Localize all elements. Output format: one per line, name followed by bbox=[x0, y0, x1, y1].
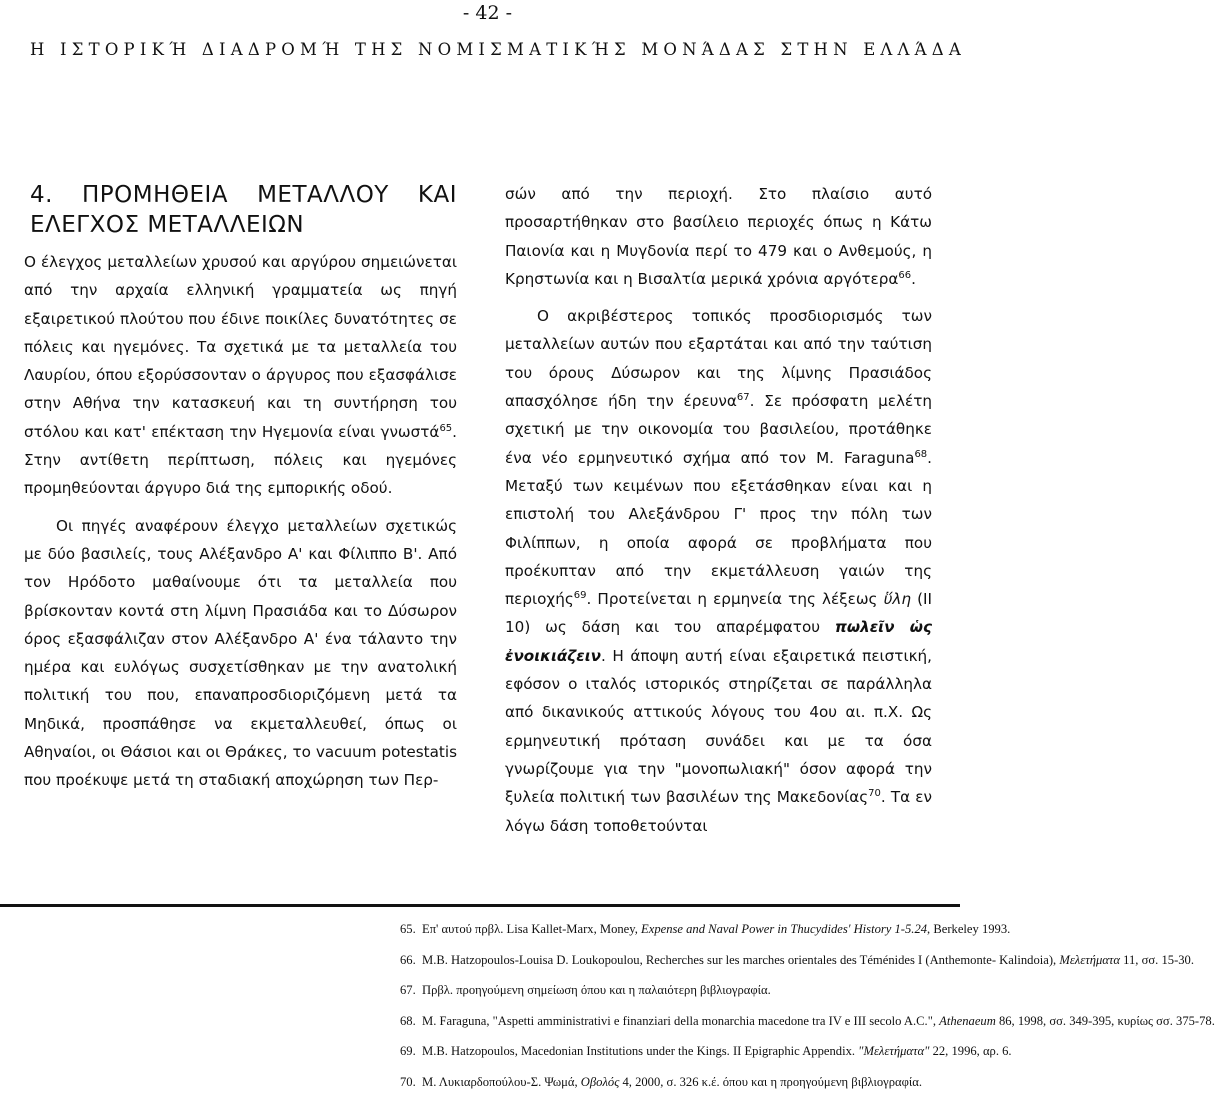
text-run: . bbox=[911, 270, 916, 288]
text-run: . Στην αντίθετη περίπτωση, πόλεις και ηγεμόνες προμηθεύονται άργυρο διά της εμπορικής οδού. bbox=[24, 423, 457, 498]
text-run: . Σε πρόσφατη μελέτη σχετική με την οικονομία του βασιλείου, προτάθηκε ένα νέο ερμηνευτικό σχήμα από τον M. Faraguna bbox=[505, 392, 932, 467]
footnote-text: Μ. Λυκιαρδοπούλου-Σ. Ψωμά, bbox=[422, 1075, 581, 1089]
footnote-italic: Οβολός bbox=[581, 1075, 620, 1089]
footnote bbox=[400, 1006, 945, 1037]
footnote-ref[interactable]: 69 bbox=[574, 590, 587, 601]
bold-italic-term: πωλεῖν ὡς ἐνοικιάζειν bbox=[505, 618, 932, 664]
footnote-number: 68. bbox=[400, 1006, 422, 1037]
footnote bbox=[400, 914, 945, 945]
footnote-italic: Expense and Naval Power in Thucydides' History 1-5.24 bbox=[641, 922, 927, 936]
text-run: Ο έλεγχος μεταλλείων χρυσού και αργύρου σημειώνεται από την αρχαία ελληνική γραμματεία ως πηγή εξαιρετικού πλούτου που έδινε ποικίλες δυνατότητες σε πόλεις και ηγεμόνες. Τα σχετικά με τα μεταλλεία του Λαυρίου, όπου εξορύσσονταν ο άργυρος που εξασφάλισε στην Αθήνα την κατασκευή και τη συντήρηση του στόλου και κατ' επέκταση την Ηγεμονία είναι γνωστά bbox=[24, 253, 457, 441]
page-number: - 42 - bbox=[442, 2, 512, 24]
footnote bbox=[400, 945, 945, 976]
text-run: . Προτείνεται η ερμηνεία της λέξεως bbox=[586, 590, 883, 608]
footnote bbox=[400, 975, 945, 1006]
footnote-ref[interactable]: 65 bbox=[439, 423, 452, 434]
paragraph bbox=[505, 302, 932, 840]
footnote-italic: Athenaeum bbox=[939, 1014, 996, 1028]
footnote-ref[interactable]: 66 bbox=[898, 270, 911, 281]
footnote-text: 86, 1998, σσ. 349-395, κυρίως σσ. 375-78. bbox=[996, 1014, 1215, 1028]
footnote-text: Επ' αυτού πρβλ. Lisa Kallet-Marx, Money, bbox=[422, 922, 641, 936]
footnote-text: Πρβλ. προηγούμενη σημείωση όπου και η παλαιότερη βιβλιογραφία. bbox=[422, 983, 771, 997]
left-column bbox=[24, 180, 457, 795]
footnote-text: 4, 2000, σ. 326 κ.έ. όπου και η προηγούμενη βιβλιογραφία. bbox=[619, 1075, 922, 1089]
footnote-italic: "Μελετήματα" bbox=[858, 1044, 929, 1058]
footnote-number: 65. bbox=[400, 914, 422, 945]
footnotes bbox=[400, 914, 945, 1097]
footnote-number: 66. bbox=[400, 945, 422, 976]
footnote-text: M.B. Hatzopoulos-Louisa D. Loukopoulou, Recherches sur les marches orientales des Téménides I (Anthemonte- Kalindoia), bbox=[422, 953, 1059, 967]
paragraph bbox=[24, 248, 457, 503]
footnote-ref[interactable]: 67 bbox=[737, 392, 750, 403]
paragraph bbox=[505, 180, 932, 293]
running-head: Η ΙΣΤΟΡΙΚΉ ΔΙΑΔΡΟΜΉ ΤΗΣ ΝΟΜΙΣΜΑΤΙΚΉΣ ΜΟΝΆΔΑΣ ΣΤΗΝ ΕΛΛΆΔΑ bbox=[30, 40, 940, 59]
footnote-number: 70. bbox=[400, 1067, 422, 1097]
footnote-text: 22, 1996, αρ. 6. bbox=[929, 1044, 1011, 1058]
footnote bbox=[400, 1067, 945, 1097]
right-column bbox=[505, 180, 932, 840]
footnote bbox=[400, 1036, 945, 1067]
footnote-ref[interactable]: 70 bbox=[868, 788, 881, 799]
text-run: . Η άποψη αυτή είναι εξαιρετικά πειστική, εφόσον ο ιταλός ιστορικός στηρίζεται σε παράλληλα από δικανικούς αττικούς λόγους του 4ου αι. π.Χ. Ως ερμηνευτική πρόταση συνάδει και με τα όσα γνωρίζουμε για την "μονοπωλιακή" όσον αφορά την ξυλεία πολιτική των βασιλέων της Μακεδονίας bbox=[505, 647, 932, 806]
text-run: . Μεταξύ των κειμένων που εξετάσθηκαν είναι και η επιστολή του Αλεξάνδρου Γ' προς την πόλη των Φιλίππων, η οποία αφορά σε προβλήματα που προέκυπταν από την εκμετάλλευση γαιών της περιοχής bbox=[505, 449, 932, 608]
section-title: 4. ΠΡΟΜΗΘΕΙΑ ΜΕΤΑΛΛΟΥ ΚΑΙ ΕΛΕΓΧΟΣ ΜΕΤΑΛΛΕΙΩΝ bbox=[24, 180, 457, 240]
footnote-number: 67. bbox=[400, 975, 422, 1006]
text-run: σών από την περιοχή. Στο πλαίσιο αυτό προσαρτήθηκαν στο βασίλειο περιοχές όπως η Κάτω Παιονία και η Μυγδονία περί το 479 και ο Ανθεμούς, η Κρηστωνία και η Βισαλτία μερικά χρόνια αργότερα bbox=[505, 185, 932, 288]
footnote-text: 11, σσ. 15-30. bbox=[1120, 953, 1194, 967]
footnote-text: , Berkeley 1993. bbox=[927, 922, 1010, 936]
footnote-divider bbox=[0, 904, 960, 907]
footnote-ref[interactable]: 68 bbox=[914, 449, 927, 460]
footnote-text: M. Faraguna, "Aspetti amministrativi e finanziari della monarchia macedone tra IV e III secolo A.C.", bbox=[422, 1014, 939, 1028]
footnote-italic: Μελετήματα bbox=[1059, 953, 1120, 967]
italic-term: ὕλη bbox=[884, 590, 911, 608]
footnote-number: 69. bbox=[400, 1036, 422, 1067]
text-run: (ΙΙ 10) ως δάση και του απαρέμφατου bbox=[505, 590, 932, 636]
paragraph: Οι πηγές αναφέρουν έλεγχο μεταλλείων σχετικώς με δύο βασιλείς, τους Αλέξανδρο Α' και Φίλιππο Β'. Από τον Ηρόδοτο μαθαίνουμε ότι τα μεταλλεία που βρίσκονταν κοντά στη λίμνη Πρασιάδα και το Δύσωρον όρος εξασφάλιζαν στον Αλέξανδρο Α' ένα τάλαντο την ημέρα και ευλόγως συσχετίσθηκαν με την ανατολική πολιτική του που, επαναπροσδιοριζόμενη μετά τα Μηδικά, προσπάθησε να εκμεταλλευθεί, όπως οι Αθηναίοι, οι Θάσιοι και οι Θράκες, το vacuum potestatis που προέκυψε μετά τη σταδιακή αποχώρηση των Περ- bbox=[24, 512, 457, 795]
footnote-text: M.B. Hatzopoulos, Macedonian Institutions under the Kings. II Epigraphic Appendix. bbox=[422, 1044, 858, 1058]
text-run: Ο ακριβέστερος τοπικός προσδιορισμός των μεταλλείων αυτών που εξαρτάται και από την ταύτιση του όρους Δύσωρον και της λίμνης Πρασιάδος απασχόλησε ήδη την έρευνα bbox=[505, 307, 932, 410]
text-run: . Τα εν λόγω δάση τοποθετούνται bbox=[505, 788, 932, 834]
